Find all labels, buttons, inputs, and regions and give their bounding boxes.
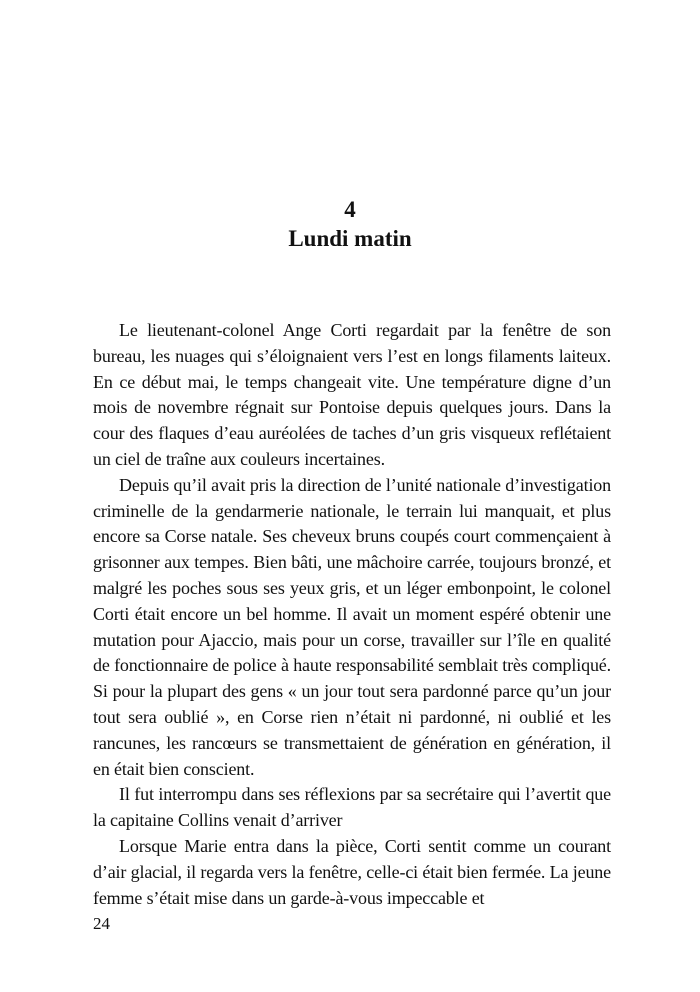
chapter-body xyxy=(93,318,611,911)
page-number: 24 xyxy=(93,914,110,933)
paragraph: Il fut interrompu dans ses réflexions par sa secrétaire qui l’avertit que la capitaine Collins venait d’arriver xyxy=(93,784,611,831)
paragraph: Depuis qu’il avait pris la direction de l’unité nationale d’investigation criminelle de la gendarmerie nationale, le terrain lui manquait, et plus encore sa Corse natale. Ses cheveux bruns coupés court commençaient à grisonner aux tempes. Bien bâti, une mâchoire carrée, toujours bronzé, et malgré les poches sous ses yeux gris, et un léger embonpoint, le colonel Corti était encore un bel homme. Il avait un moment espéré obtenir une mutation pour Ajaccio, mais pour un corse, travailler sur l’île en qualité de fonctionnaire de police à haute responsabilité semblait très compliqué. Si pour la plupart des gens « un jour tout sera pardonné parce qu’un jour tout sera oublié », en Corse rien n’était ni pardonné, ni oublié et les rancunes, les rancœurs se transmettaient de génération en génération, il en était bien conscient. xyxy=(93,474,611,779)
paragraph: Le lieutenant-colonel Ange Corti regardait par la fenêtre de son bureau, les nuages qui s’éloignaient vers l’est en longs filaments laiteux. En ce début mai, le temps changeait vite. Une température digne d’un mois de novembre régnait sur Pontoise depuis quelques jours. Dans la cour des flaques d’eau auréolées de taches d’un gris visqueux reflétaient un ciel de traîne aux couleurs incertaines. xyxy=(93,320,611,469)
paragraph: Lorsque Marie entra dans la pièce, Corti sentit comme un courant d’air glacial, il regarda vers la fenêtre, celle-ci était bien fermée. La jeune femme s’était mise dans un garde-à-vous impeccable et xyxy=(93,835,611,908)
chapter-title: Lundi matin xyxy=(288,226,412,251)
chapter-number: 4 xyxy=(344,197,356,222)
